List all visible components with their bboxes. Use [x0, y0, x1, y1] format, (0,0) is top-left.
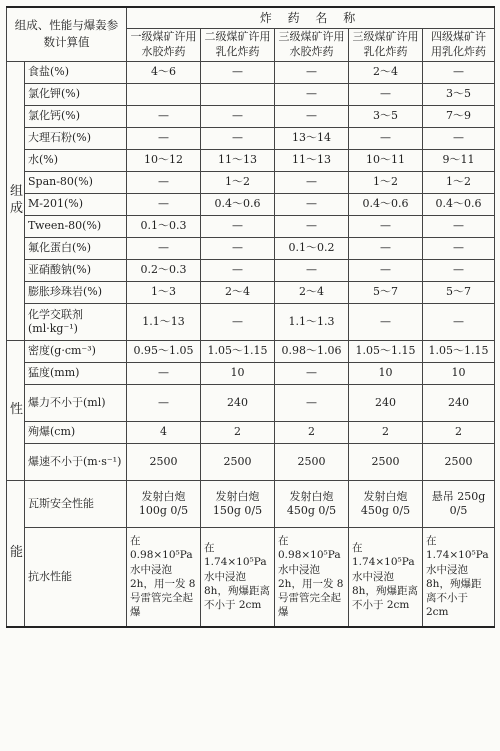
table-cell: 0.4～0.6: [201, 193, 275, 215]
row-label: 爆速不小于(m·s⁻¹): [25, 443, 127, 480]
table-row: [7, 362, 495, 384]
row-label: 化学交联剂(ml·kg⁻¹): [25, 303, 127, 340]
row-label: 氯化钾(%): [25, 83, 127, 105]
table-cell: 11～13: [275, 149, 349, 171]
column-header: 三级煤矿许用乳化炸药: [349, 29, 423, 62]
table-cell: 10: [201, 362, 275, 384]
table-row: [7, 149, 495, 171]
table-cell: 4～6: [127, 61, 201, 83]
column-header: 四级煤矿许用乳化炸药: [423, 29, 495, 62]
table-cell: 10～12: [127, 149, 201, 171]
table-row: [7, 303, 495, 340]
row-label: 大理石粉(%): [25, 127, 127, 149]
table-cell: 2: [423, 421, 495, 443]
table-cell: —: [275, 215, 349, 237]
table-cell: 在 1.74×10⁵Pa 水中浸泡 8h，殉爆距离不小于 2cm: [201, 527, 275, 627]
column-header: 二级煤矿许用乳化炸药: [201, 29, 275, 62]
table-cell: [127, 83, 201, 105]
table-cell: —: [275, 362, 349, 384]
table-cell: 发射白炮 450g 0/5: [349, 480, 423, 527]
table-cell: 1～3: [127, 281, 201, 303]
table-cell: —: [201, 61, 275, 83]
table-cell: —: [201, 303, 275, 340]
table-cell: 在 1.74×10⁵Pa 水中浸泡 8h，殉爆距离不小于 2cm: [349, 527, 423, 627]
table-cell: 240: [423, 384, 495, 421]
table-row: [7, 193, 495, 215]
table-cell: 2500: [423, 443, 495, 480]
table-cell: —: [423, 127, 495, 149]
row-label: 氟化蛋白(%): [25, 237, 127, 259]
table-cell: 2: [201, 421, 275, 443]
group-label-composition: 组成: [7, 61, 25, 340]
row-label: 殉爆(cm): [25, 421, 127, 443]
table-cell: —: [201, 105, 275, 127]
table-row: [7, 384, 495, 421]
table-row: [7, 281, 495, 303]
table-row: [7, 127, 495, 149]
table-row: [7, 527, 495, 627]
table-cell: —: [201, 215, 275, 237]
column-header: 三级煤矿许用水胶炸药: [275, 29, 349, 62]
table-cell: —: [201, 127, 275, 149]
table-cell: 2500: [201, 443, 275, 480]
table-cell: 悬吊 250g 0/5: [423, 480, 495, 527]
table-cell: 11～13: [201, 149, 275, 171]
table-cell: 在 1.74×10⁵Pa 水中浸泡 8h，殉爆距离不小于 2cm: [423, 527, 495, 627]
table-cell: —: [275, 384, 349, 421]
table-cell: 1～2: [349, 171, 423, 193]
table-cell: 2: [275, 421, 349, 443]
table-cell: —: [275, 171, 349, 193]
row-label: 氯化钙(%): [25, 105, 127, 127]
corner-header: 组成、性能与爆轰参数计算值: [7, 7, 127, 61]
table-cell: 2: [349, 421, 423, 443]
table-cell: —: [127, 362, 201, 384]
table-cell: 0.1～0.2: [275, 237, 349, 259]
table-cell: —: [275, 193, 349, 215]
table-cell: 13～14: [275, 127, 349, 149]
table-cell: —: [127, 127, 201, 149]
row-label: M-201(%): [25, 193, 127, 215]
table-row: [7, 61, 495, 83]
table-cell: 1.05～1.15: [423, 340, 495, 362]
table-row: [7, 259, 495, 281]
table-cell: 发射白炮 100g 0/5: [127, 480, 201, 527]
table-row: [7, 237, 495, 259]
group-label-performance: 能: [7, 480, 25, 627]
table-cell: —: [127, 105, 201, 127]
table-row: [7, 480, 495, 527]
table-cell: 0.98～1.06: [275, 340, 349, 362]
table-cell: 10～11: [349, 149, 423, 171]
row-label: 食盐(%): [25, 61, 127, 83]
table-cell: 1.05～1.15: [201, 340, 275, 362]
table-cell: 0.4～0.6: [423, 193, 495, 215]
table-cell: 0.4～0.6: [349, 193, 423, 215]
table-row: [7, 171, 495, 193]
table-cell: —: [349, 259, 423, 281]
table-cell: 在 0.98×10⁵Pa 水中浸泡 2h，用一发 8 号雷管完全起爆: [127, 527, 201, 627]
table-cell: —: [423, 303, 495, 340]
table-row: [7, 83, 495, 105]
table-cell: —: [127, 384, 201, 421]
table-cell: 1～2: [423, 171, 495, 193]
explosives-table: [6, 6, 495, 628]
table-cell: —: [275, 83, 349, 105]
row-label: 猛度(mm): [25, 362, 127, 384]
table-cell: —: [127, 171, 201, 193]
table-cell: —: [275, 61, 349, 83]
table-cell: 10: [349, 362, 423, 384]
table-cell: 5～7: [423, 281, 495, 303]
table-cell: —: [423, 259, 495, 281]
table-row: [7, 105, 495, 127]
table-cell: —: [201, 259, 275, 281]
table-cell: —: [127, 193, 201, 215]
table-cell: 3～5: [423, 83, 495, 105]
table-cell: —: [275, 259, 349, 281]
table-cell: 1.1～1.3: [275, 303, 349, 340]
table-cell: 3～5: [349, 105, 423, 127]
table-cell: —: [349, 237, 423, 259]
table-cell: 1～2: [201, 171, 275, 193]
table-cell: —: [349, 127, 423, 149]
table-cell: 5～7: [349, 281, 423, 303]
table-cell: 9～11: [423, 149, 495, 171]
row-label: 亚硝酸钠(%): [25, 259, 127, 281]
row-label: 爆力不小于(ml): [25, 384, 127, 421]
table-cell: 2500: [127, 443, 201, 480]
table-cell: 240: [201, 384, 275, 421]
table-cell: 1.1～13: [127, 303, 201, 340]
table-cell: —: [127, 237, 201, 259]
table-cell: 2～4: [201, 281, 275, 303]
table-cell: —: [423, 215, 495, 237]
table-cell: 在 0.98×10⁵Pa 水中浸泡 2h，用一发 8 号雷管完全起爆: [275, 527, 349, 627]
table-cell: 0.1～0.3: [127, 215, 201, 237]
row-label: 膨胀珍珠岩(%): [25, 281, 127, 303]
table-cell: 发射白炮 450g 0/5: [275, 480, 349, 527]
table-cell: 4: [127, 421, 201, 443]
explosive-names-header: 炸 药 名 称: [127, 7, 495, 29]
row-label: 水(%): [25, 149, 127, 171]
table-cell: —: [349, 215, 423, 237]
table-row: [7, 421, 495, 443]
table-cell: 0.95～1.05: [127, 340, 201, 362]
table-row: [7, 340, 495, 362]
table-cell: —: [275, 105, 349, 127]
table-row: [7, 215, 495, 237]
table-cell: 7～9: [423, 105, 495, 127]
table-cell: 1.05～1.15: [349, 340, 423, 362]
table-cell: —: [201, 237, 275, 259]
row-label: Span-80(%): [25, 171, 127, 193]
group-label-property: 性: [7, 340, 25, 480]
table-cell: 2500: [275, 443, 349, 480]
table-cell: —: [349, 303, 423, 340]
table-cell: 2～4: [275, 281, 349, 303]
table-cell: 2500: [349, 443, 423, 480]
table-cell: 0.2～0.3: [127, 259, 201, 281]
row-label: 抗水性能: [25, 527, 127, 627]
table-row: [7, 443, 495, 480]
column-header: 一级煤矿许用水胶炸药: [127, 29, 201, 62]
table-cell: 发射白炮 150g 0/5: [201, 480, 275, 527]
table-cell: 2～4: [349, 61, 423, 83]
row-label: Tween-80(%): [25, 215, 127, 237]
row-label: 瓦斯安全性能: [25, 480, 127, 527]
table-cell: —: [423, 61, 495, 83]
table-cell: 10: [423, 362, 495, 384]
table-cell: —: [349, 83, 423, 105]
table-cell: —: [423, 237, 495, 259]
table-cell: 240: [349, 384, 423, 421]
row-label: 密度(g·cm⁻³): [25, 340, 127, 362]
table-cell: [201, 83, 275, 105]
